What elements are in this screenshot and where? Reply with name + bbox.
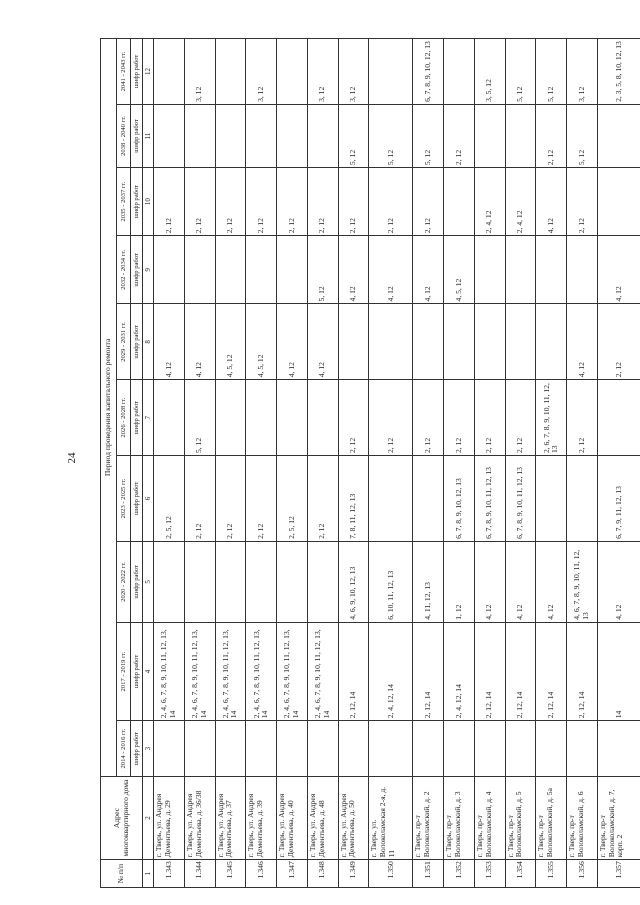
- work-code-cell: 3, 12: [184, 39, 215, 105]
- table-row: [154, 39, 185, 888]
- page-number: 24: [66, 452, 78, 464]
- work-code-cell: [277, 380, 308, 456]
- work-code-cell: [413, 456, 444, 542]
- work-code-cell: 3, 12: [338, 39, 369, 105]
- work-code-cell: 2, 6, 7, 8, 9, 10, 11, 12, 13: [536, 380, 567, 456]
- header-subcolumn: шифр работ: [131, 304, 143, 380]
- work-code-cell: 5, 12: [369, 104, 413, 167]
- work-code-cell: 2, 3, 5, 8, 10, 12, 13: [597, 39, 640, 105]
- row-address: г. Тверь, пр-т Волоколамский, д. 4: [474, 776, 505, 859]
- header-period: Период проведения капитального ремонта: [101, 39, 117, 777]
- work-code-cell: 2, 12: [444, 380, 475, 456]
- work-code-cell: [154, 104, 185, 167]
- work-code-cell: 4, 6, 9, 10, 12, 13: [338, 541, 369, 622]
- work-code-cell: 2, 12: [184, 456, 215, 542]
- header-subcolumn: шифр работ: [131, 380, 143, 456]
- work-code-cell: [505, 236, 536, 304]
- work-code-cell: 6, 7, 8, 9, 10, 12, 13: [444, 456, 475, 542]
- row-number: 1.352: [444, 860, 475, 888]
- work-code-cell: 4, 6, 7, 8, 9, 10, 11, 12, 13: [567, 541, 598, 622]
- work-code-cell: [246, 236, 277, 304]
- work-code-cell: [597, 380, 640, 456]
- work-code-cell: 2, 4, 12, 14: [369, 622, 413, 721]
- work-code-cell: [505, 721, 536, 777]
- work-code-cell: [184, 541, 215, 622]
- work-code-cell: 1, 12: [444, 541, 475, 622]
- header-year: 2023 - 2025 гг.: [117, 456, 131, 542]
- work-code-cell: 6, 7, 8, 9, 10, 11, 12, 13: [505, 456, 536, 542]
- work-code-cell: [215, 721, 246, 777]
- row-number: 1.351: [413, 860, 444, 888]
- header-column-number: 2: [143, 776, 154, 859]
- work-code-cell: 2, 12, 14: [338, 622, 369, 721]
- row-number: 1.346: [246, 860, 277, 888]
- work-code-cell: 4, 12: [369, 236, 413, 304]
- work-code-cell: 2, 12: [215, 168, 246, 236]
- work-code-cell: [536, 236, 567, 304]
- work-code-cell: 4, 12: [536, 541, 567, 622]
- work-code-cell: 4, 12: [338, 236, 369, 304]
- work-code-cell: 2, 4, 6, 7, 8, 9, 10, 11, 12, 13, 14: [307, 622, 338, 721]
- row-address: г. Тверь, ул. Андрея Дементьева, д. 48: [307, 776, 338, 859]
- work-code-cell: [184, 104, 215, 167]
- work-code-cell: 2, 12: [338, 380, 369, 456]
- work-code-cell: 2, 12: [277, 168, 308, 236]
- table-row: [567, 39, 598, 888]
- header-column-number: 6: [143, 456, 154, 542]
- row-address: г. Тверь, ул. Андрея Дементьева, д. 36/38: [184, 776, 215, 859]
- work-code-cell: [536, 304, 567, 380]
- work-code-cell: [307, 380, 338, 456]
- work-code-cell: [338, 304, 369, 380]
- work-code-cell: 4, 12: [277, 304, 308, 380]
- work-code-cell: 2, 12, 14: [413, 622, 444, 721]
- header-column-number: 1: [143, 860, 154, 888]
- work-code-cell: 2, 12: [413, 168, 444, 236]
- work-code-cell: 2, 12, 14: [474, 622, 505, 721]
- work-code-cell: [246, 104, 277, 167]
- work-code-cell: 2, 4, 12: [474, 168, 505, 236]
- work-code-cell: 6, 7, 9, 11, 12, 13: [597, 456, 640, 542]
- work-code-cell: [307, 541, 338, 622]
- work-code-cell: [277, 541, 308, 622]
- work-code-cell: [307, 104, 338, 167]
- header-address: Адрес многоквартирного дома: [101, 776, 143, 859]
- work-code-cell: 2, 12: [536, 104, 567, 167]
- work-code-cell: [369, 304, 413, 380]
- table-row: [246, 39, 277, 888]
- rotated-table-sheet: [100, 38, 640, 888]
- row-address: г. Тверь, ул. Андрея Дементьева, д. 29: [154, 776, 185, 859]
- table-row: [536, 39, 567, 888]
- row-address: г. Тверь, пр-т Волоколамский, д. 3: [444, 776, 475, 859]
- work-code-cell: 2, 4, 6, 7, 8, 9, 10, 11, 12, 13, 14: [277, 622, 308, 721]
- work-code-cell: [505, 304, 536, 380]
- work-code-cell: 7, 8, 11, 12, 13: [338, 456, 369, 542]
- work-code-cell: [567, 236, 598, 304]
- work-code-cell: 6, 10, 11, 12, 13: [369, 541, 413, 622]
- work-code-cell: 14: [597, 622, 640, 721]
- work-code-cell: 4, 12: [154, 304, 185, 380]
- header-subcolumn: шифр работ: [131, 104, 143, 167]
- header-column-number: 9: [143, 236, 154, 304]
- work-code-cell: 4, 11, 12, 13: [413, 541, 444, 622]
- work-code-cell: 2, 5, 12: [154, 456, 185, 542]
- work-code-cell: 2, 12: [184, 168, 215, 236]
- work-code-cell: 4, 12: [307, 304, 338, 380]
- work-code-cell: 5, 12: [184, 380, 215, 456]
- work-code-cell: 5, 12: [413, 104, 444, 167]
- work-code-cell: 2, 4, 6, 7, 8, 9, 10, 11, 12, 13, 14: [184, 622, 215, 721]
- header-year: 2038 - 2040 гг.: [117, 104, 131, 167]
- table-row: [369, 39, 413, 888]
- work-code-cell: 4, 12: [474, 541, 505, 622]
- work-code-cell: [246, 721, 277, 777]
- row-number: 1.353: [474, 860, 505, 888]
- work-code-cell: [536, 721, 567, 777]
- table-row: [474, 39, 505, 888]
- work-code-cell: [277, 236, 308, 304]
- work-code-cell: 3, 12: [246, 39, 277, 105]
- work-code-cell: [154, 39, 185, 105]
- work-code-cell: [505, 104, 536, 167]
- capital-repair-table: [100, 38, 640, 888]
- work-code-cell: [154, 721, 185, 777]
- row-number: 1.343: [154, 860, 185, 888]
- work-code-cell: [567, 721, 598, 777]
- work-code-cell: 3, 12: [567, 39, 598, 105]
- row-number: 1.348: [307, 860, 338, 888]
- work-code-cell: [154, 380, 185, 456]
- work-code-cell: [597, 104, 640, 167]
- header-year: 2032 - 2034 гг.: [117, 236, 131, 304]
- header-year: 2041 - 2043 гг.: [117, 39, 131, 105]
- work-code-cell: [444, 304, 475, 380]
- table-row: [597, 39, 640, 888]
- work-code-cell: 3, 5, 12: [474, 39, 505, 105]
- work-code-cell: [215, 380, 246, 456]
- row-address: г. Тверь, пр-т Волоколамский, д. 5а: [536, 776, 567, 859]
- table-row: [444, 39, 475, 888]
- header-column-number: 11: [143, 104, 154, 167]
- work-code-cell: 2, 12: [307, 456, 338, 542]
- header-column-number: 12: [143, 39, 154, 105]
- work-code-cell: 2, 12, 14: [536, 622, 567, 721]
- work-code-cell: 2, 12: [505, 380, 536, 456]
- header-column-number: 5: [143, 541, 154, 622]
- work-code-cell: [413, 721, 444, 777]
- work-code-cell: 6, 7, 8, 9, 10, 12, 13: [413, 39, 444, 105]
- work-code-cell: [597, 168, 640, 236]
- work-code-cell: 2, 12, 14: [505, 622, 536, 721]
- work-code-cell: 4, 12: [597, 236, 640, 304]
- work-code-cell: [215, 39, 246, 105]
- row-address: г. Тверь, пр-т Волоколамский, д. 7, корп. 2: [597, 776, 640, 859]
- work-code-cell: 4, 5, 12: [215, 304, 246, 380]
- header-subcolumn: шифр работ: [131, 541, 143, 622]
- work-code-cell: [444, 721, 475, 777]
- work-code-cell: 2, 5, 12: [277, 456, 308, 542]
- work-code-cell: [444, 39, 475, 105]
- work-code-cell: [184, 236, 215, 304]
- work-code-cell: 2, 12: [444, 104, 475, 167]
- work-code-cell: [369, 456, 413, 542]
- work-code-cell: 4, 5, 12: [444, 236, 475, 304]
- header-column-number: 8: [143, 304, 154, 380]
- work-code-cell: [536, 456, 567, 542]
- work-code-cell: [215, 104, 246, 167]
- table-row: [338, 39, 369, 888]
- work-code-cell: 5, 12: [567, 104, 598, 167]
- work-code-cell: [277, 39, 308, 105]
- row-number: 1.354: [505, 860, 536, 888]
- work-code-cell: [277, 721, 308, 777]
- header-year: 2014 - 2016 гг.: [117, 721, 131, 777]
- table-row: [413, 39, 444, 888]
- work-code-cell: [215, 236, 246, 304]
- header-column-number: 3: [143, 721, 154, 777]
- work-code-cell: 2, 12: [413, 380, 444, 456]
- header-column-number: 7: [143, 380, 154, 456]
- work-code-cell: 2, 12: [338, 168, 369, 236]
- work-code-cell: 2, 4, 6, 7, 8, 9, 10, 11, 12, 13, 14: [154, 622, 185, 721]
- work-code-cell: 2, 4, 12: [505, 168, 536, 236]
- work-code-cell: 2, 4, 6, 7, 8, 9, 10, 11, 12, 13, 14: [215, 622, 246, 721]
- work-code-cell: [307, 721, 338, 777]
- work-code-cell: 4, 12: [567, 304, 598, 380]
- work-code-cell: 2, 12: [215, 456, 246, 542]
- work-code-cell: [369, 721, 413, 777]
- work-code-cell: [597, 721, 640, 777]
- work-code-cell: [246, 541, 277, 622]
- row-number: 1.345: [215, 860, 246, 888]
- work-code-cell: 4, 12: [505, 541, 536, 622]
- work-code-cell: [474, 104, 505, 167]
- table-row: [307, 39, 338, 888]
- work-code-cell: 4, 12: [413, 236, 444, 304]
- work-code-cell: 2, 12: [474, 380, 505, 456]
- row-address: г. Тверь, пр-т Волоколамский, д. 2: [413, 776, 444, 859]
- row-address: г. Тверь, пр-т Волоколамский, д. 5: [505, 776, 536, 859]
- header-year: 2020 - 2022 гг.: [117, 541, 131, 622]
- work-code-cell: [444, 168, 475, 236]
- row-number: 1.350: [369, 860, 413, 888]
- header-year: 2026 - 2028 гг.: [117, 380, 131, 456]
- work-code-cell: 4, 12: [184, 304, 215, 380]
- work-code-cell: 4, 12: [597, 541, 640, 622]
- work-code-cell: 2, 12: [369, 380, 413, 456]
- work-code-cell: 2, 12: [567, 380, 598, 456]
- row-address: г. Тверь, пр-т Волоколамский, д. 6: [567, 776, 598, 859]
- row-address: г. Тверь, ул. Андрея Дементьева, д. 50: [338, 776, 369, 859]
- row-number: 1.344: [184, 860, 215, 888]
- header-num: № п/п: [101, 860, 143, 888]
- work-code-cell: 6, 7, 8, 9, 10, 11, 12, 13: [474, 456, 505, 542]
- table-row: [215, 39, 246, 888]
- work-code-cell: [338, 721, 369, 777]
- header-subcolumn: шифр работ: [131, 168, 143, 236]
- table-row: [277, 39, 308, 888]
- row-number: 1.355: [536, 860, 567, 888]
- work-code-cell: 2, 12: [567, 168, 598, 236]
- row-number: 1.356: [567, 860, 598, 888]
- table-row: [505, 39, 536, 888]
- work-code-cell: 2, 12: [597, 304, 640, 380]
- work-code-cell: [474, 721, 505, 777]
- work-code-cell: 2, 4, 6, 7, 8, 9, 10, 11, 12, 13, 14: [246, 622, 277, 721]
- work-code-cell: 5, 12: [536, 39, 567, 105]
- table-row: [184, 39, 215, 888]
- header-subcolumn: шифр работ: [131, 721, 143, 777]
- work-code-cell: 2, 12, 14: [567, 622, 598, 721]
- work-code-cell: 3, 12: [307, 39, 338, 105]
- row-number: 1.349: [338, 860, 369, 888]
- header-column-number: 4: [143, 622, 154, 721]
- row-address: г. Тверь, ул. Андрея Дементьева, д. 40: [277, 776, 308, 859]
- header-year: 2029 - 2031 гг.: [117, 304, 131, 380]
- row-number: 1.347: [277, 860, 308, 888]
- header-column-number: 10: [143, 168, 154, 236]
- work-code-cell: 5, 12: [505, 39, 536, 105]
- work-code-cell: [413, 304, 444, 380]
- work-code-cell: 2, 12: [154, 168, 185, 236]
- work-code-cell: [369, 39, 413, 105]
- work-code-cell: [567, 456, 598, 542]
- work-code-cell: [154, 236, 185, 304]
- work-code-cell: [184, 721, 215, 777]
- work-code-cell: 2, 12: [369, 168, 413, 236]
- work-code-cell: [474, 304, 505, 380]
- work-code-cell: 2, 12: [246, 456, 277, 542]
- work-code-cell: [154, 541, 185, 622]
- row-address: г. Тверь, ул. Волоколамская 2-я, д. 11: [369, 776, 413, 859]
- row-address: г. Тверь, ул. Андрея Дементьева, д. 39: [246, 776, 277, 859]
- work-code-cell: 5, 12: [338, 104, 369, 167]
- header-subcolumn: шифр работ: [131, 622, 143, 721]
- header-subcolumn: шифр работ: [131, 236, 143, 304]
- header-subcolumn: шифр работ: [131, 456, 143, 542]
- header-year: 2035 - 2037 гг.: [117, 168, 131, 236]
- work-code-cell: 5, 12: [307, 236, 338, 304]
- work-code-cell: 2, 12: [307, 168, 338, 236]
- work-code-cell: 4, 12: [536, 168, 567, 236]
- work-code-cell: [215, 541, 246, 622]
- header-year: 2017 - 2019 гг.: [117, 622, 131, 721]
- work-code-cell: [246, 380, 277, 456]
- work-code-cell: [474, 236, 505, 304]
- work-code-cell: 2, 12: [246, 168, 277, 236]
- row-address: г. Тверь, ул. Андрея Дементьева, д. 37: [215, 776, 246, 859]
- header-subcolumn: шифр работ: [131, 39, 143, 105]
- work-code-cell: [277, 104, 308, 167]
- work-code-cell: 4, 5, 12: [246, 304, 277, 380]
- row-number: 1.357: [597, 860, 640, 888]
- work-code-cell: 2, 4, 12, 14: [444, 622, 475, 721]
